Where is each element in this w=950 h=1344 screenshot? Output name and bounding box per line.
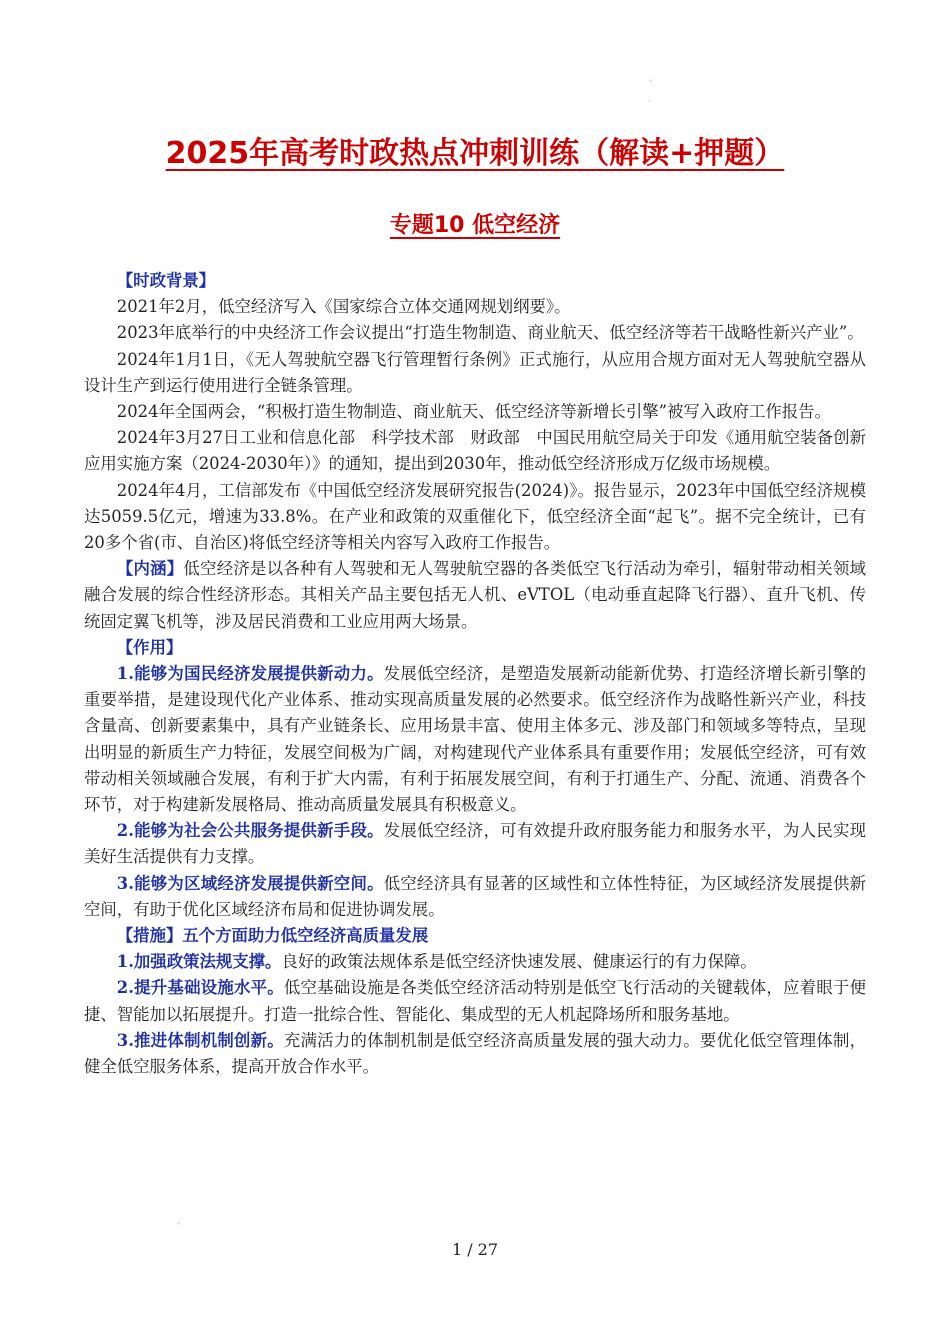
background-paragraph: 2024年1月1日，《无人驾驶航空器飞行管理暂行条例》正式施行，从应用合规方面对无人驾驶航空器从设计生产到运行使用进行全链条管理。 [84,349,866,395]
page-title: 2025年高考时政热点冲刺训练（解读+押题） [165,136,785,171]
role-item-lead: 3.能够为区域经济发展提供新空间。 [116,873,384,893]
connotation-text: 低空经济是以各种有人驾驶和无人驾驶航空器的各类低空飞行活动为牵引，辐射带动相关领域融合发展的综合性经济形态。其相关产品主要包括无人机、eVTOL（电动垂直起降飞行器）、直升飞机、传统固定翼飞机等，涉及居民消费和工业应用两大场景。 [84,559,867,631]
page-number: 1 / 27 [451,1240,499,1259]
background-paragraph: 2024年4月，工信部发布《中国低空经济发展研究报告(2024)》。报告显示，2023年中国低空经济规模达5059.5亿元，增速为33.8%。在产业和政策的双重催化下，低空经济全面“起飞”。据不完全统计，已有20多个省(市、自治区)将低空经济等相关内容写入政府工作报告。 [84,480,866,553]
mark-dot: ◦ [176,1219,181,1228]
section-heading-measures: 【措施】五个方面助力低空经济高质量发展 [116,926,429,946]
measure-item-text: 充满活力的体制机制是低空经济高质量发展的强大动力。要优化低空管理体制，健全低空服务体系，提高开放合作水平。 [84,1030,866,1077]
topic-subtitle: 专题10 低空经济 [389,213,561,238]
connotation-paragraph [84,556,866,635]
role-item [84,818,866,870]
role-item [84,871,866,923]
background-paragraph: 2024年全国两会，“积极打造生物制造、商业航天、低空经济等新增长引擎”被写入政府工作报告。 [116,402,831,422]
measure-item-text: 良好的政策法规体系是低空经济快速发展、健康运行的有力保障。 [281,952,757,972]
background-paragraph: 2021年2月，低空经济写入《国家综合立体交通网规划纲要》。 [116,297,571,317]
measure-item [84,949,866,975]
role-item-text: 发展低空经济，可有效提升政府服务能力和服务水平，为人民实现美好生活提供有力支撑。 [84,821,866,867]
measure-item [84,1028,866,1080]
measure-item-lead: 1.加强政策法规支撑。 [116,952,282,972]
role-item-text: 低空经济具有显著的区域性和立体性特征，为区域经济发展提供新空间，有助于优化区域经济布局和促进协调发展。 [84,873,866,919]
measure-item [84,975,866,1027]
document-body [84,268,866,1080]
role-item-lead: 2.能够为社会公共服务提供新手段。 [116,821,384,841]
background-paragraph: 2024年3月27日工业和信息化部 科学技术部 财政部 中国民用航空局关于印发《通用航空装备创新应用实施方案（2024-2030年）》的通知，提出到2030年，推动低空经济形成万亿级市场规模。 [84,428,866,474]
section-heading-roles: 【作用】 [116,637,183,657]
measure-item-text: 低空基础设施是各类低空经济活动特别是低空飞行活动的关键载体，应着眼于便捷、智能加以拓展提升。打造一批综合性、智能化、集成型的无人机起降场所和服务基地。 [84,978,866,1024]
mark-dot: · [648,97,651,106]
section-heading-connotation: 【内涵】 [116,559,184,579]
role-item-text: 发展低空经济，是塑造发展新动能新优势、打造经济增长新引擎的重要举措，是建设现代化产业体系、推动实现高质量发展的必然要求。低空经济作为战略性新兴产业，科技含量高、创新要素集中，具有产业链条长、应用场景丰富、使用主体多元、涉及部门和领域多等特点，呈现出明显的新质生产力特征，发展空间极为广阔，对构建现代产业体系具有重要作用；发展低空经济，可有效带动相关领域融合发展，有利于扩大内需，有利于拓展发展空间，有利于打通生产、分配、流通、消费各个环节，对于构建新发展格局、推动高质量发展具有积极意义。 [84,664,866,815]
role-item [84,661,866,818]
section-heading-background: 【时政背景】 [116,271,216,290]
measure-item-lead: 2.提升基础设施水平。 [116,978,284,998]
background-paragraph: 2023年底举行的中央经济工作会议提出“打造生物制造、商业航天、低空经济等若干战略性新兴产业”。 [116,323,864,343]
role-item-lead: 1.能够为国民经济发展提供新动力。 [116,664,384,684]
measure-item-lead: 3.推进体制机制创新。 [116,1030,284,1050]
mark-dot: ◦ [648,77,653,86]
